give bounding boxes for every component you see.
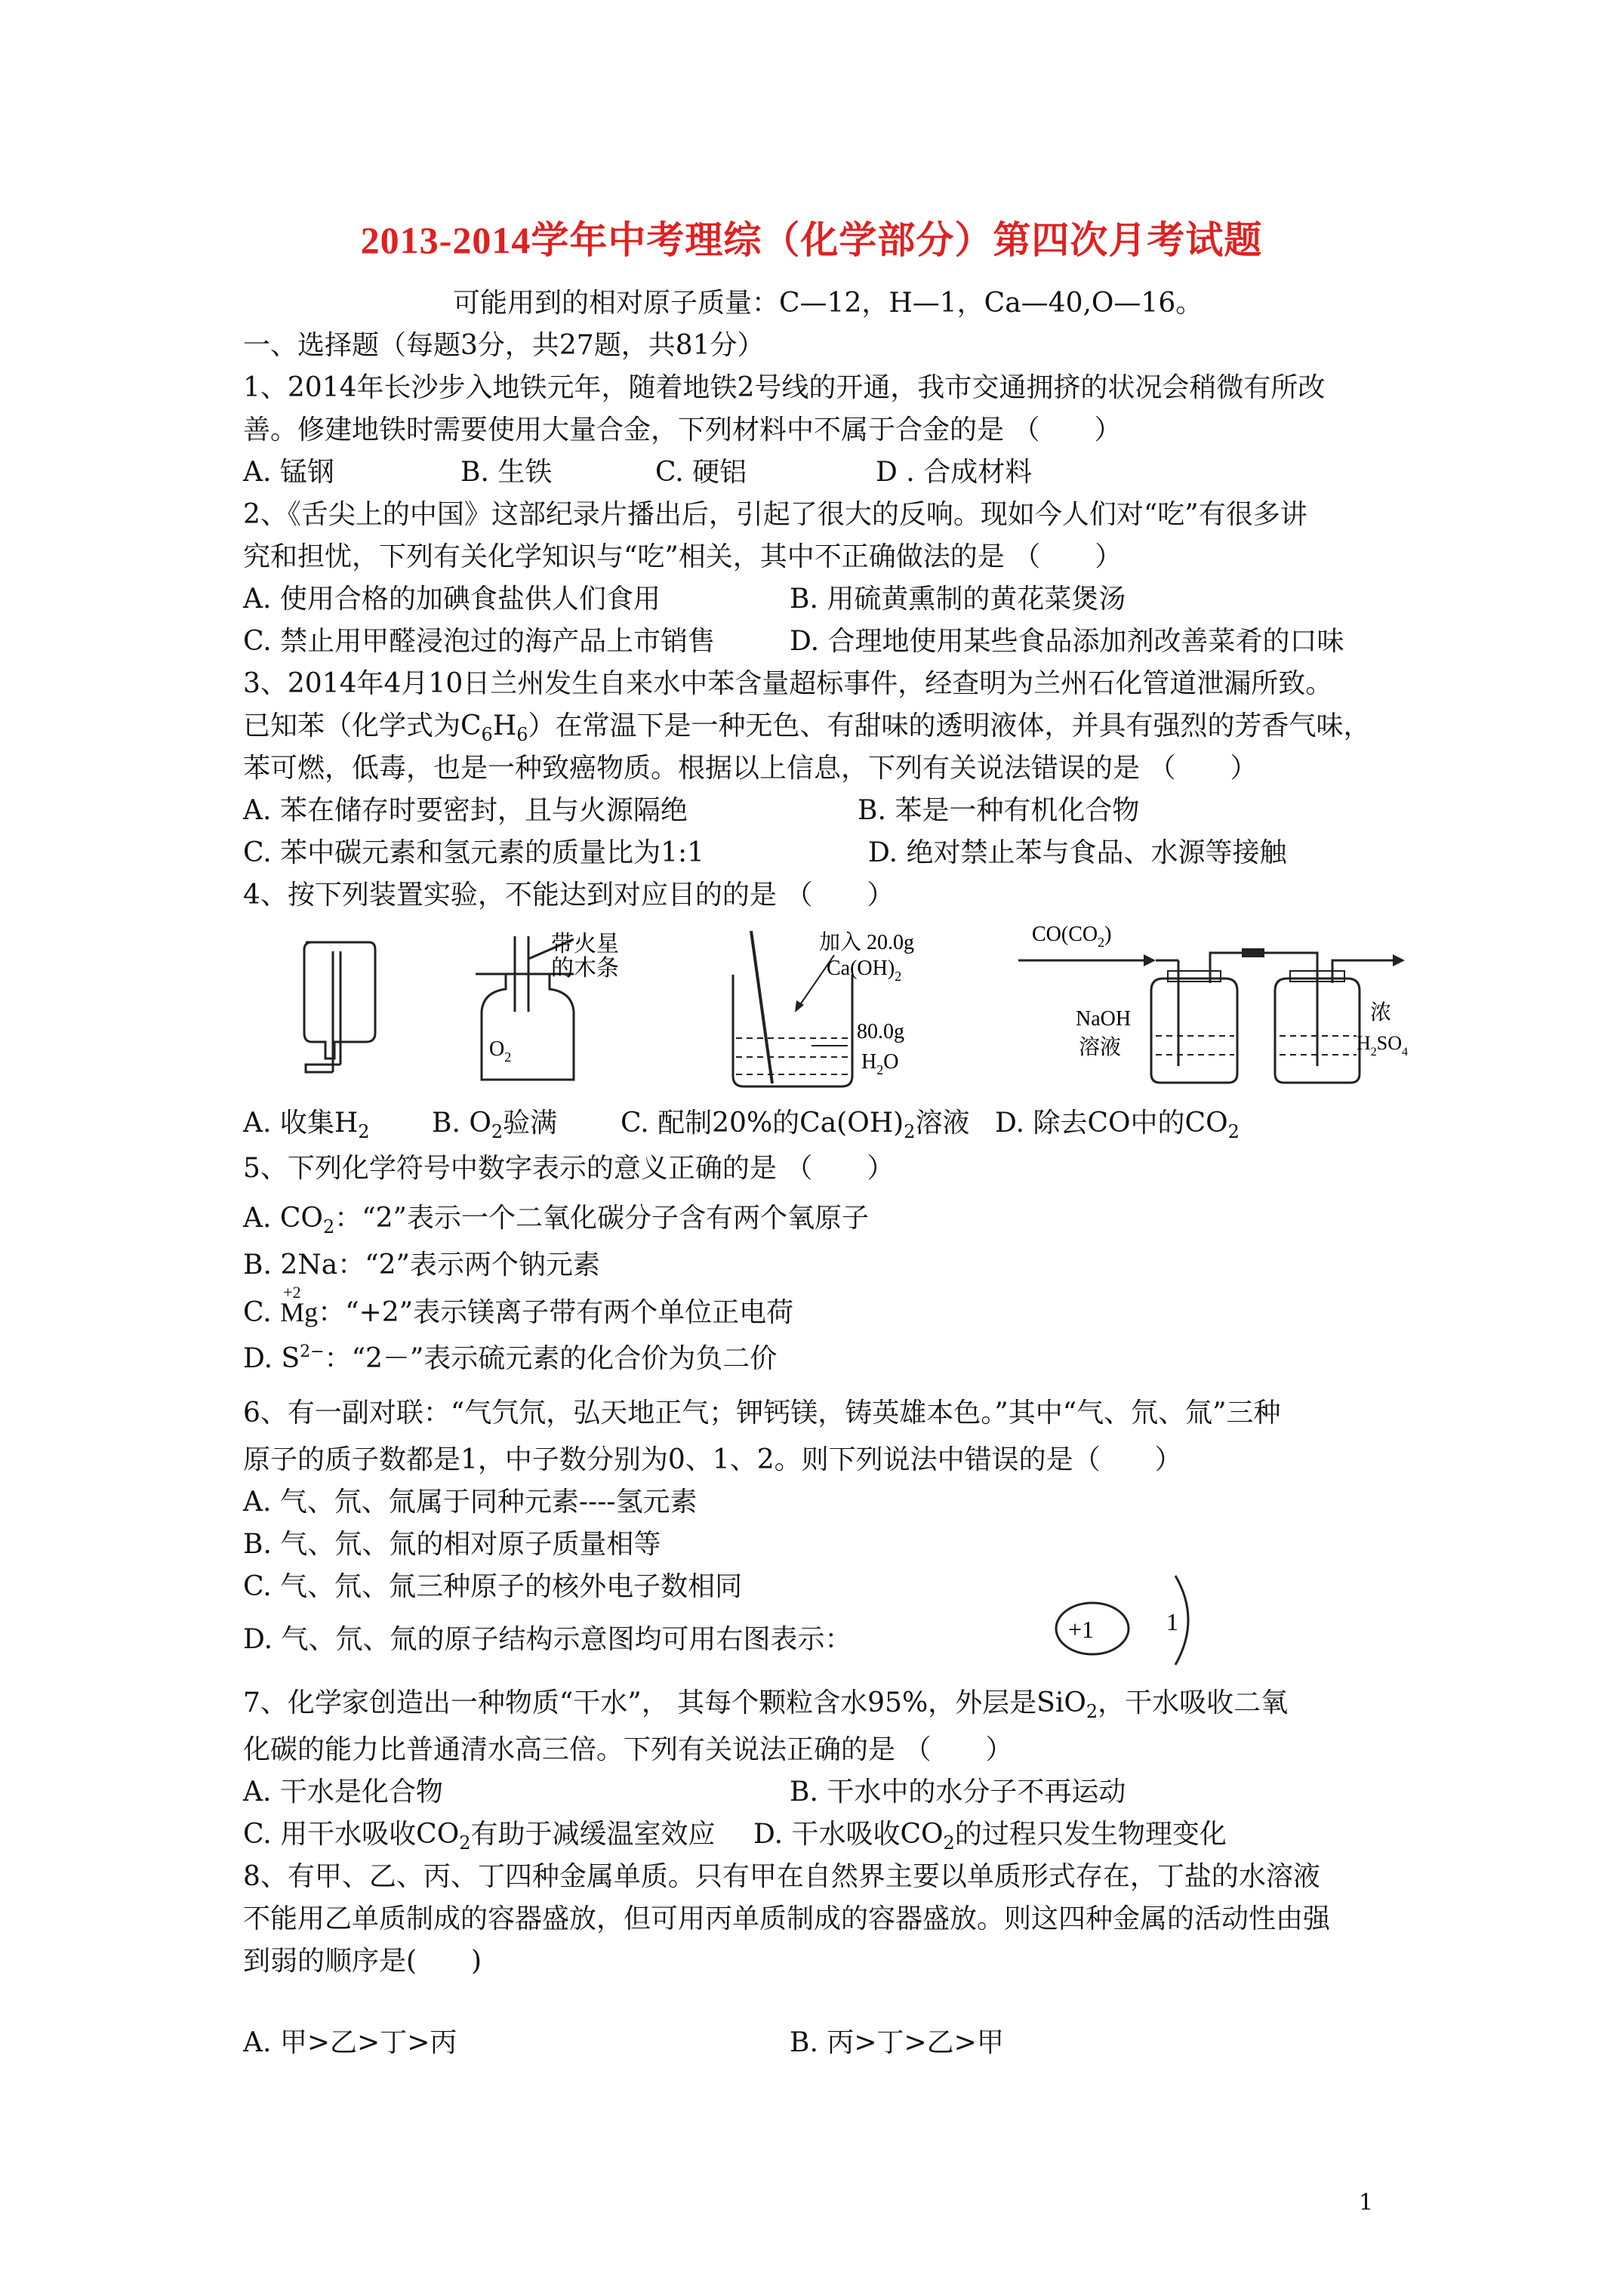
add-caoh2-label: 加入 20.0g (819, 931, 915, 954)
q2-stem-line1: 2、《舌尖上的中国》这部纪录片播出后，引起了很大的反响。现如今人们对“吃”有很多讲 (243, 499, 1307, 530)
q8-option-a: A. 甲>乙>丁>丙 (243, 2027, 457, 2058)
electron-count: 1 (1166, 1608, 1178, 1635)
q1-option-a: A. 锰钢 (243, 457, 334, 488)
q8-stem-line2: 不能用乙单质制成的容器盛放，但可用丙单质制成的容器盛放。则这四种金属的活动性由强 (243, 1903, 1331, 1934)
q8-stem-line3: 到弱的顺序是( ) (243, 1946, 482, 1977)
q7-stem-line2: 化碳的能力比普通清水高三倍。下列有关说法正确的是 （ ） (243, 1734, 1013, 1765)
gas-label: $CO(CO_2)$ (1032, 923, 1112, 950)
section-heading: 一、选择题（每题3分，共27题，共81分） (243, 330, 765, 361)
q3-stem-line2: 已知苯（化学式为$C_6H_6$）在常温下是一种无色、有甜味的透明液体，并具有强烈的芳香气味， (243, 710, 1371, 745)
q5-option-b: B. 2Na：“2”表示两个钠元素 (243, 1250, 600, 1281)
glowing-splint-label-2: 的木条 (551, 956, 619, 981)
caoh2-label: $Ca(OH)_2$ (827, 957, 902, 984)
q5-option-c: C. +2 Mg：“+2”表示镁离子带有两个单位正电荷 (243, 1283, 794, 1328)
q7-option-a: A. 干水是化合物 (243, 1777, 443, 1808)
q6-option-b: B. 气、氘、氚的相对原子质量相等 (243, 1529, 661, 1560)
q3-stem-line1: 3、2014年4月10日兰州发生自来水中苯含量超标事件，经查明为兰州石化管道泄漏所致。 (243, 668, 1333, 699)
q4-option-c: C. 配制20%的$Ca(OH)_2$溶液 (621, 1108, 970, 1142)
q4-option-b: B. $O_2$验满 (432, 1108, 558, 1142)
q7-option-d: D. 干水吸收$CO_2$的过程只发生物理变化 (753, 1819, 1227, 1854)
q6-option-d: D. 气、氘、氚的原子结构示意图均可用右图表示： (243, 1624, 852, 1655)
q7-stem-line1: 7、化学家创造出一种物质“干水”， 其每个颗粒含水95%，外层是SiO$_2$，干水吸收二氧 (243, 1687, 1289, 1722)
q1-option-d: D . 合成材料 (876, 457, 1033, 488)
q2-stem-line2: 究和担忧，下列有关化学知识与“吃”相关，其中不正确做法的是 （ ） (243, 541, 1123, 572)
q4-option-d: D. 除去CO中的$CO_2$ (995, 1108, 1240, 1142)
o2-label: $O_2$ (489, 1037, 512, 1065)
q1-option-b: B. 生铁 (460, 457, 553, 488)
q1-option-c: C. 硬铝 (655, 457, 747, 488)
water-mass-label: 80.0g (857, 1020, 904, 1043)
q6-stem-line1: 6、有一副对联：“气氕氘，弘天地正气；钾钙镁，铸英雄本色。”其中“气、氘、氚”三种 (243, 1398, 1281, 1428)
glowing-splint-label-1: 带火星 (551, 932, 619, 957)
q8-option-b: B. 丙>丁>乙>甲 (790, 2027, 1004, 2058)
q5-stem: 5、下列化学符号中数字表示的意义正确的是 （ ） (243, 1153, 895, 1184)
q5-option-a: A. $CO_2$：“2”表示一个二氧化碳分子含有两个氧原子 (243, 1203, 869, 1237)
q1-stem-line2: 善。修建地铁时需要使用大量合金，下列材料中不属于合金的是 （ ） (243, 415, 1122, 445)
q1-stem-line1: 1、2014年长沙步入地铁元年，随着地铁2号线的开通，我市交通拥挤的状况会稍微有所改 (243, 372, 1326, 403)
h2so4-label: $H_2SO_4$ (1357, 1032, 1409, 1059)
figure-remove-co2 (1015, 915, 1412, 1096)
nucleus-charge: +1 (1068, 1616, 1095, 1643)
q4-option-a: A. 收集$H_2$ (243, 1108, 370, 1142)
q2-option-b: B. 用硫黄熏制的黄花菜煲汤 (790, 584, 1126, 615)
figure-atom-structure (1053, 1567, 1227, 1672)
q2-option-a: A. 使用合格的加碘食盐供人们食用 (243, 584, 661, 615)
q4-stem: 4、按下列装置实验，不能达到对应目的的是 （ ） (243, 880, 895, 911)
q8-stem-line1: 8、有甲、乙、丙、丁四种金属单质。只有甲在自然界主要以单质形式存在，丁盐的水溶液 (243, 1861, 1320, 1892)
q3-option-b: B. 苯是一种有机化合物 (858, 795, 1140, 826)
q3-stem-line3: 苯可燃，低毒，也是一种致癌物质。根据以上信息，下列有关说法错误的是 （ ） (243, 753, 1258, 784)
naoh-label: NaOH (1076, 1007, 1132, 1031)
q5-option-d: D. $S^{2-}$：“2－”表示硫元素的化合价为负二价 (243, 1342, 778, 1374)
q2-option-d: D. 合理地使用某些食品添加剂改善菜肴的口味 (790, 626, 1344, 657)
q3-option-c: C. 苯中碳元素和氢元素的质量比为1:1 (243, 837, 705, 868)
q6-option-c: C. 气、氘、氚三种原子的核外电子数相同 (243, 1571, 743, 1602)
page-number: 1 (1359, 2190, 1374, 2216)
figure-o2-test (453, 929, 649, 1095)
water-label: $H_2O$ (861, 1050, 899, 1077)
q3-option-d: D. 绝对禁止苯与食品、水源等接触 (868, 837, 1287, 868)
q6-option-a: A. 气、氘、氚属于同种元素----氢元素 (243, 1487, 698, 1518)
figure-collect-h2 (291, 929, 396, 1080)
conc-label: 浓 (1370, 1001, 1392, 1025)
q2-option-c: C. 禁止用甲醛浸泡过的海产品上市销售 (243, 626, 716, 657)
figure-prepare-solution (721, 925, 978, 1099)
q3-option-a: A. 苯在储存时要密封，且与火源隔绝 (243, 795, 688, 826)
naoh-solution-label: 溶液 (1079, 1036, 1122, 1059)
page-title: 2013-2014学年中考理综（化学部分）第四次月考试题 (360, 219, 1263, 261)
q6-stem-line2: 原子的质子数都是1，中子数分别为0、1、2。则下列说法中错误的是（ ） (243, 1444, 1182, 1475)
q7-option-c: C. 用干水吸收$CO_2$有助于减缓温室效应 (243, 1819, 716, 1854)
q7-option-b: B. 干水中的水分子不再运动 (790, 1777, 1126, 1808)
atomic-masses: 可能用到的相对原子质量：C—12，H—1，Ca—40,O—16。 (453, 288, 1203, 319)
